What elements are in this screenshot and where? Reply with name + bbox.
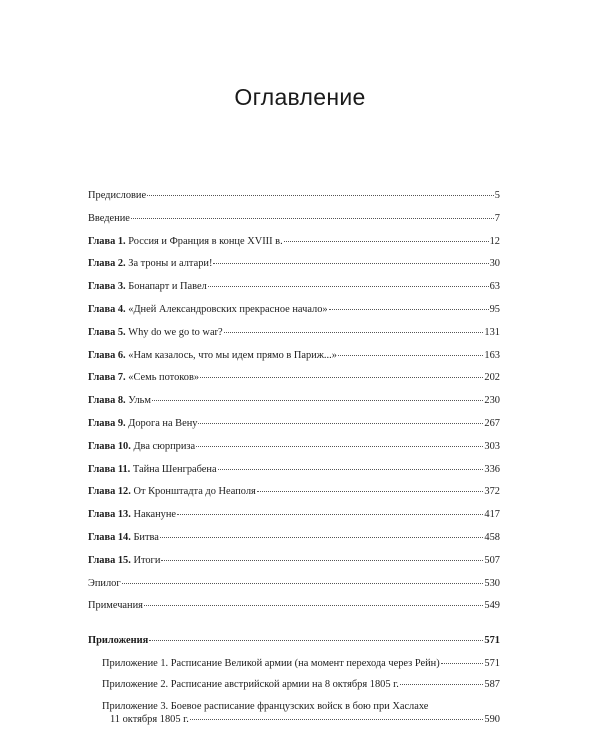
leader-dots [338,355,484,356]
leader-dots [441,663,484,664]
chapter-title: Итоги [130,554,161,566]
toc-appendix-item-page: 587 [484,678,500,690]
leader-dots [329,309,489,310]
toc-entry[interactable] [88,190,500,213]
toc-entry-label [88,464,217,476]
toc-entry[interactable] [88,441,500,464]
chapter-number: Глава 10. [88,440,131,452]
chapter-title: Битва [130,531,159,543]
chapter-title: Два сюрприза [130,440,196,452]
toc-entry-page: 267 [484,417,500,429]
toc-entry[interactable] [88,350,500,373]
toc-entry-page: 507 [484,554,500,566]
toc-entry-label [88,600,143,612]
toc-entry-label [88,372,199,384]
toc-entry[interactable] [88,327,500,350]
chapter-title: Предисловие [88,190,147,201]
toc-appendix-label: Приложения [88,635,149,647]
leader-dots [200,377,483,378]
chapter-title: Why do we go to war? [125,326,223,338]
toc-entry[interactable] [88,486,500,509]
toc-appendix-item-label: Приложение 2. Расписание австрийской армии на 8 октября 1805 г. [102,678,399,690]
leader-dots [196,446,483,447]
chapter-number: Глава 15. [88,554,131,566]
chapter-title: Ульм [125,395,151,407]
toc-entry[interactable] [88,578,500,601]
toc-entry[interactable] [88,395,500,418]
toc-appendix-item-label: Приложение 1. Расписание Великой армии (на момент перехода через Рейн) [102,657,440,669]
toc-entry-page: 202 [484,372,500,384]
toc-entry-page: 131 [484,326,500,338]
toc-entry[interactable] [88,509,500,532]
toc-entry-page: 63 [489,281,500,293]
toc-entry-label [88,532,159,544]
chapter-title: Дорога на Вену [125,417,198,429]
chapter-number: Глава 6. [88,349,126,361]
leader-dots [161,560,483,561]
toc-entry-label [88,578,121,590]
leader-dots [160,537,484,538]
toc-entry-label [88,190,146,202]
toc-entry-label [88,327,223,339]
leader-dots [190,719,484,720]
toc-appendix-item-line2 [102,713,500,726]
toc-entry-page: 30 [489,258,500,270]
chapter-number: Глава 1. [88,235,126,247]
toc-entry-label [88,213,130,225]
leader-dots [144,605,483,606]
chapter-title: За троны и алтари! [125,258,213,270]
toc-entry-label [88,486,256,498]
chapter-number: Глава 4. [88,303,126,315]
chapter-number: Глава 7. [88,372,126,384]
chapter-title: Тайна Шенграбена [130,463,217,475]
toc-entry[interactable] [88,258,500,281]
toc-entry[interactable] [88,555,500,578]
chapter-number: Глава 14. [88,531,131,543]
toc-entry-page: 12 [489,235,500,247]
leader-dots [400,684,484,685]
toc-appendix-item[interactable] [88,658,500,679]
toc-entry-label [88,236,283,248]
toc-entry[interactable] [88,464,500,487]
toc-entry[interactable] [88,236,500,259]
toc-entry[interactable] [88,600,500,623]
toc-appendix-item[interactable] [88,679,500,700]
toc-entry-label [88,555,160,567]
leader-dots [177,514,483,515]
chapter-title: Россия и Франция в конце XVIII в. [125,235,283,247]
chapter-number: Глава 11. [88,463,131,475]
leader-dots [224,332,484,333]
toc-appendix-item-page: 590 [484,713,500,725]
leader-dots [147,195,494,196]
toc-entry-label [88,418,197,430]
toc-entry-page: 336 [484,463,500,475]
toc-entry-page: 530 [484,577,500,589]
toc-entry-label [88,304,328,316]
toc-entry-label [88,441,195,453]
chapter-title: «Нам казалось, что мы идем прямо в Париж...» [125,349,337,361]
toc-appendix-item-label-line2: 11 октября 1805 г. [110,713,189,725]
toc-appendix-item-page: 571 [484,657,500,669]
toc-entry[interactable] [88,532,500,555]
leader-dots [122,583,484,584]
leader-dots [149,640,483,641]
chapter-number: Глава 13. [88,509,131,521]
chapter-title: Накануне [130,509,177,521]
toc-entry[interactable] [88,304,500,327]
toc-entry-page: 230 [484,395,500,407]
toc-entry-label [88,509,176,521]
toc-entry-page: 458 [484,531,500,543]
toc-appendix-page: 571 [484,635,500,647]
toc-appendix-item-multiline[interactable] [88,700,500,726]
toc-entry-page: 5 [494,190,500,201]
toc-entry-label [88,395,151,407]
leader-dots [213,263,488,264]
leader-dots [208,286,489,287]
toc-entry[interactable] [88,281,500,304]
chapter-title: Эпилог [88,577,121,589]
toc-entry[interactable] [88,372,500,395]
table-of-contents [88,190,500,726]
toc-entry-page: 303 [484,440,500,452]
toc-entry-page: 7 [494,212,500,224]
chapter-title: «Семь потоков» [125,372,200,384]
toc-entry[interactable] [88,213,500,236]
toc-entry-label [88,281,207,293]
toc-entries [88,190,500,623]
chapter-title: Бонапарт и Павел [125,281,207,293]
toc-entry[interactable] [88,418,500,441]
leader-dots [131,218,494,219]
chapter-title: Введение [88,212,130,224]
chapter-number: Глава 8. [88,395,126,407]
chapter-number: Глава 5. [88,326,126,338]
leader-dots [152,400,483,401]
leader-dots [284,241,489,242]
leader-dots [218,469,484,470]
chapter-number: Глава 3. [88,281,126,293]
toc-entry-label [88,258,212,270]
toc-appendix-heading[interactable] [88,635,500,658]
toc-entry-page: 417 [484,509,500,521]
chapter-number: Глава 12. [88,486,131,498]
leader-dots [257,491,484,492]
page-title: Оглавление [234,84,366,110]
toc-entry-page: 549 [484,600,500,612]
chapter-title: Примечания [88,600,143,612]
chapter-title: От Кронштадта до Неаполя [130,486,256,498]
toc-entry-page: 372 [484,486,500,498]
toc-entry-page: 95 [489,303,500,315]
chapter-number: Глава 2. [88,258,126,270]
toc-appendix-item-label-line1: Приложение 3. Боевое расписание французских войск в бою при Хаслахе [102,700,429,712]
chapter-title: «Дней Александровских прекрасное начало» [125,303,328,315]
toc-entry-page: 163 [484,349,500,361]
toc-entry-label [88,350,337,362]
leader-dots [198,423,483,424]
chapter-number: Глава 9. [88,417,126,429]
